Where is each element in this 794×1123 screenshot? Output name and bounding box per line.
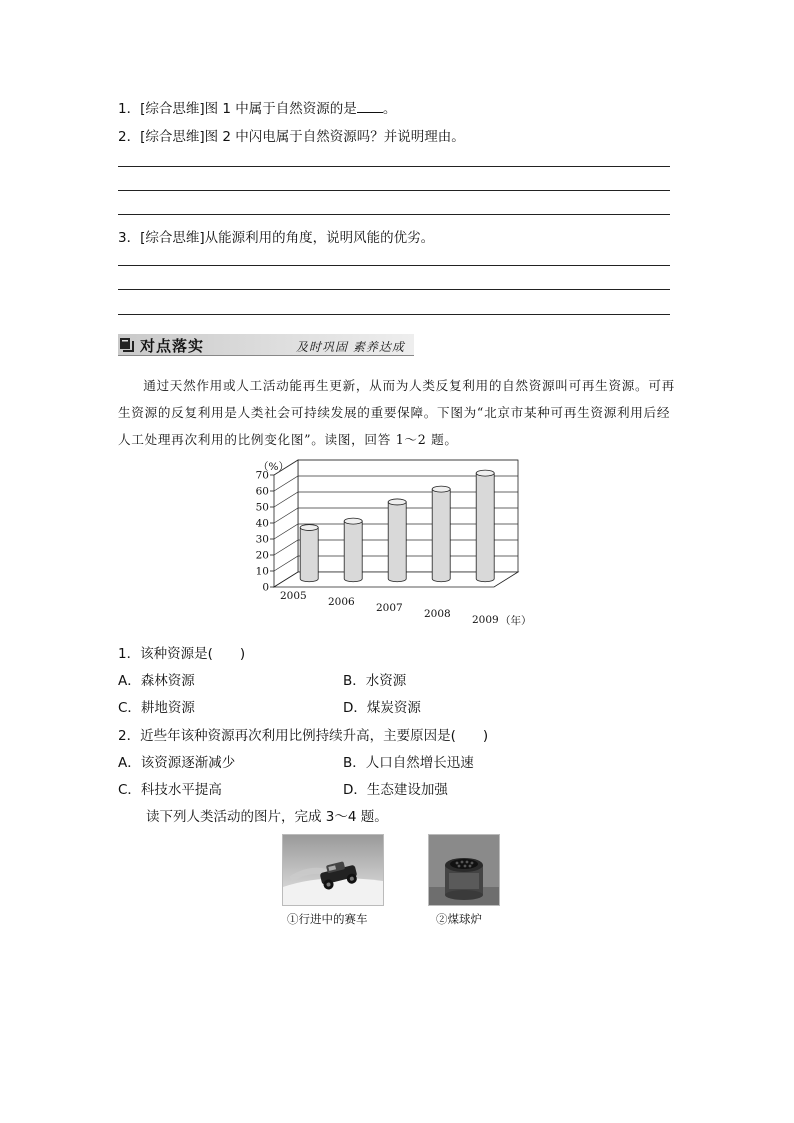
mcq-2-option-c[interactable]: C．科技水平提高 bbox=[118, 782, 222, 798]
answer-line[interactable] bbox=[118, 190, 670, 191]
mcq-2-option-a[interactable]: A．该资源逐渐减少 bbox=[118, 755, 236, 771]
bar-top bbox=[344, 518, 362, 524]
y-tick-label: 10 bbox=[255, 565, 269, 578]
chart-side-wall bbox=[274, 460, 298, 587]
question-tag: [综合思维] bbox=[140, 129, 205, 145]
question-number: 1． bbox=[118, 101, 141, 117]
question-tag: [综合思维] bbox=[140, 230, 205, 246]
answer-line[interactable] bbox=[118, 265, 670, 266]
section-title: 对点落实 bbox=[140, 337, 205, 355]
question-3 bbox=[118, 226, 434, 246]
y-tick-label: 0 bbox=[262, 581, 269, 594]
y-tick-label: 50 bbox=[255, 501, 269, 514]
coal-stove-photo bbox=[428, 834, 500, 906]
question-text: 图 1 中属于自然资源的是 bbox=[204, 101, 357, 117]
bar-2005 bbox=[300, 525, 318, 582]
question-1 bbox=[118, 97, 396, 117]
bar-body bbox=[432, 489, 450, 582]
bar-top bbox=[476, 470, 494, 476]
book-icon bbox=[120, 338, 134, 352]
bar-body bbox=[300, 528, 318, 582]
mcq-1-option-d[interactable]: D．煤炭资源 bbox=[343, 700, 421, 716]
y-tick-label: 20 bbox=[255, 549, 269, 562]
mcq-1-option-c[interactable]: C．耕地资源 bbox=[118, 700, 195, 716]
section-banner bbox=[118, 334, 414, 356]
answer-blank[interactable] bbox=[357, 100, 383, 113]
answer-line[interactable] bbox=[118, 166, 670, 167]
bar-body bbox=[344, 521, 362, 582]
question-text: 图 2 中闪电属于自然资源吗？并说明理由。 bbox=[204, 129, 465, 145]
mcq-2-option-b[interactable]: B．人口自然增长迅速 bbox=[343, 755, 474, 771]
bar-2007 bbox=[388, 499, 406, 582]
bar-top bbox=[388, 499, 406, 505]
y-axis-label: （%） bbox=[258, 461, 289, 473]
mcq-1-stem: 1．该种资源是( ) bbox=[118, 646, 246, 662]
x-tick-label: 2006 bbox=[328, 596, 355, 608]
mcq-2-stem: 2．近些年该种资源再次利用比例持续升高，主要原因是( ) bbox=[118, 728, 489, 744]
x-tick-label: 2008 bbox=[424, 608, 451, 620]
x-tick-label: 2009 bbox=[472, 614, 499, 626]
y-tick-label: 30 bbox=[255, 533, 269, 546]
bar-chart bbox=[252, 456, 552, 631]
bar-body bbox=[388, 502, 406, 582]
question-tag: [综合思维] bbox=[140, 101, 205, 117]
bar-body bbox=[476, 473, 494, 582]
question-number: 3． bbox=[118, 230, 141, 246]
y-tick-label: 60 bbox=[255, 485, 269, 498]
question-number: 2． bbox=[118, 129, 141, 145]
picture-caption-2: ②煤球炉 bbox=[436, 912, 482, 926]
intro-paragraph: 通过天然作用或人工活动能再生更新，从而为人类反复利用的自然资源叫可再生资源。可再生资源的反复利用是人类社会可持续发展的重要保障。下图为“北京市某种可再生资源利用后经人工处理再次利用的比例变化图”。读图，回答 1～2 题。 bbox=[118, 378, 675, 447]
x-tick-label: 2007 bbox=[376, 602, 403, 614]
bar-2009 bbox=[476, 470, 494, 582]
question-2 bbox=[118, 125, 465, 145]
mcq-2-option-d[interactable]: D．生态建设加强 bbox=[343, 782, 448, 798]
x-tick-label: 2005 bbox=[280, 590, 307, 602]
read-instruction: 读下列人类活动的图片，完成 3～4 题。 bbox=[146, 809, 388, 825]
answer-line[interactable] bbox=[118, 314, 670, 315]
x-axis-label: （年） bbox=[500, 615, 532, 627]
picture-caption-1: ①行进中的赛车 bbox=[287, 912, 368, 926]
section-subtitle: 及时巩固 素养达成 bbox=[296, 340, 405, 354]
y-tick-label: 70 bbox=[255, 469, 269, 482]
question-text: 从能源利用的角度，说明风能的优劣。 bbox=[204, 230, 435, 246]
mcq-1-option-a[interactable]: A．森林资源 bbox=[118, 673, 195, 689]
race-car-photo bbox=[282, 834, 384, 906]
bar-top bbox=[300, 525, 318, 531]
bar-2006 bbox=[344, 518, 362, 582]
bar-top bbox=[432, 486, 450, 492]
mcq-1-option-b[interactable]: B．水资源 bbox=[343, 673, 407, 689]
bar-2008 bbox=[432, 486, 450, 582]
question-text-end: 。 bbox=[382, 101, 397, 117]
answer-line[interactable] bbox=[118, 289, 670, 290]
answer-line[interactable] bbox=[118, 214, 670, 215]
y-tick-label: 40 bbox=[255, 517, 269, 530]
